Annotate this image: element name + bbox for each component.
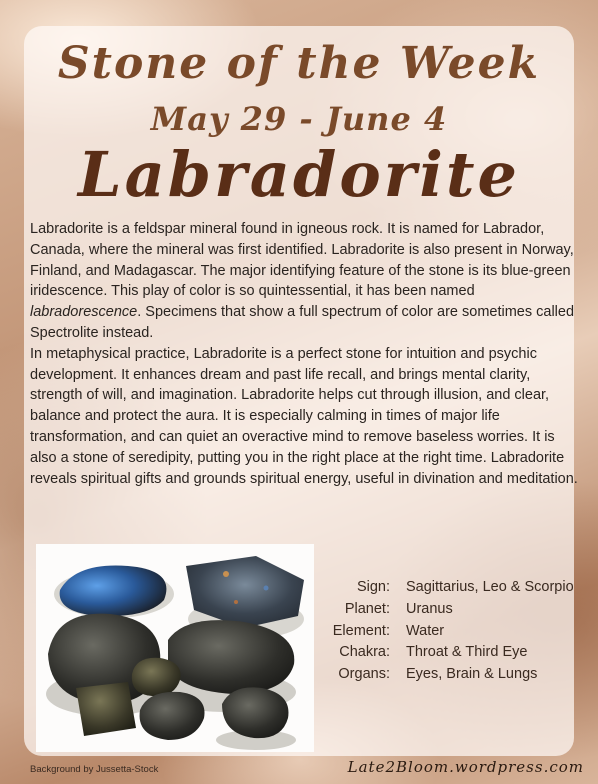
stone-bottom-center [140, 692, 205, 740]
stone-square [76, 682, 136, 736]
fact-sign [315, 577, 585, 599]
fact-label: Chakra: [339, 644, 390, 661]
description-paragraph-1 [30, 219, 578, 344]
description-paragraph-2: In metaphysical practice, Labradorite is a perfect stone for intuition and psychic development. It enhances dream and past life recall, and brings mental clarity, strength of will, and imagination. Labradorite helps cut through illusion, and clear, balance and protect the aura. It is especially calming in times of major life transformation, and can quiet an overactive mind to remove baseless worries. It is also a stone of seredipity, putting you in the right place at the right time. Labradorite reveals spiritual gifts and grounds spiritual energy, useful in divination and meditation. [30, 345, 578, 487]
site-url: Late2Bloom.wordpress.com [347, 758, 584, 776]
fact-label: Element: [332, 622, 390, 639]
fact-value: Eyes, Brain & Lungs [406, 666, 538, 683]
fact-value: Throat & Third Eye [406, 644, 528, 661]
fact-label: Sign: [356, 579, 390, 595]
description-emphasis: labradorescence [30, 304, 138, 321]
fact-element [315, 621, 585, 643]
fact-planet [315, 599, 585, 621]
fact-value: Sagittarius, Leo & Scorpio [406, 579, 574, 595]
fact-value: Water [406, 622, 445, 639]
description [30, 219, 578, 489]
fact-organs [315, 664, 585, 686]
fact-label: Planet: [344, 600, 390, 617]
fact-value: Uranus [406, 600, 453, 617]
description-text-1a: Labradorite is a feldspar mineral found in igneous rock. It is named for Labrador, Canada, where the mineral was first identified. Labradorite is also present in Norway, Finland, and Madagascar. The major identifying feature of the stone is its blue-green iridescence. This play of color is so quintessential, it has been named [30, 221, 574, 300]
description-text-1b: . Specimens that show a full spectrum of color are sometimes called Spectrolite instead. [30, 304, 575, 341]
page-title: Stone of the Week [57, 38, 541, 89]
labradorite-photo [36, 544, 314, 752]
stone-facts [315, 577, 585, 686]
stone-blue-flash [54, 566, 174, 619]
stone-small-olive [132, 658, 181, 696]
fact-chakra [315, 642, 585, 664]
stone-name: Labradorite [78, 138, 520, 211]
stones-illustration [36, 544, 314, 752]
date-range: May 29 - June 4 [150, 100, 448, 138]
background-credit: Background by Jussetta-Stock [30, 764, 159, 775]
fact-label: Organs: [338, 666, 390, 683]
